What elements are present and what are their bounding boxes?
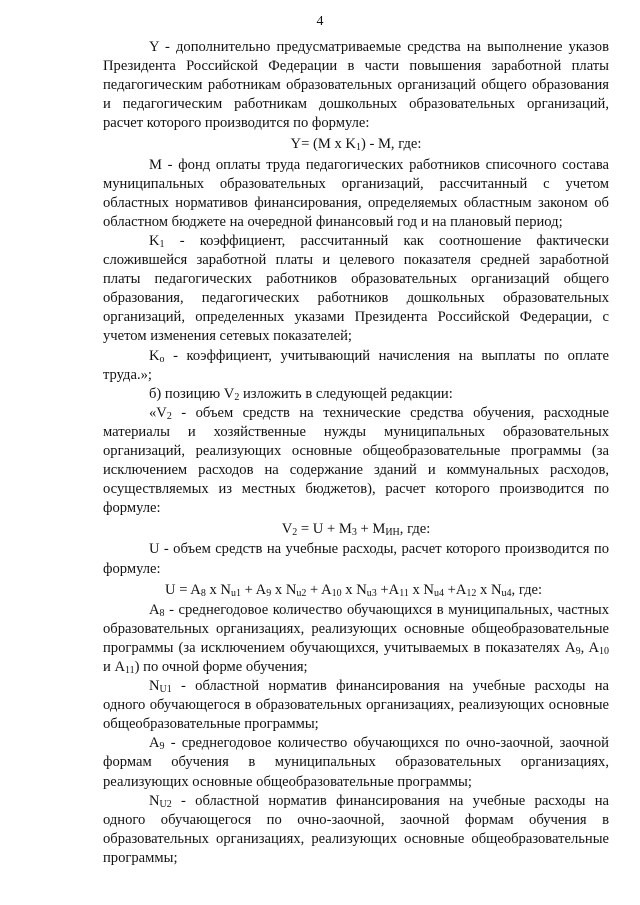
- page-number: 4: [316, 14, 324, 29]
- y-definition: Y - дополнительно предусматриваемые средства на выполнение указов Президента Российской Федерации в части повышения заработной платы педагогическим работникам образовательных организаций общего образования и педагогическим работникам дошкольных образовательных организаций, расчет которого производится по формуле:: [103, 39, 609, 132]
- item-b: б) позицию $V_2$ изложить в следующей редакции:: [149, 385, 453, 403]
- u-definition: U - объем средств на учебные расходы, расчет которого производится по формуле:: [103, 541, 609, 577]
- v2-definition: «$V_2$ - объем средств на технические средства обучения, расходные материалы и хозяйственные нужды муниципальных образовательных организаций, реализующих основные общеобразовательные программы (за исключением расходов на содержание зданий и коммунальных расходов, осуществляемых из местных бюджетов), расчет которого производится по формуле:: [103, 404, 609, 517]
- k1-definition: $K_1$ - коэффициент, рассчитанный как соотношение фактически сложившейся заработной платы и целевого показателя средней заработной платы педагогических работников образовательных организаций общего образования, педагогических работников дошкольных образовательных организаций, определенных указами Президента Российской Федерации, с учетом изменения сетевых показателей;: [103, 232, 609, 345]
- nu1-definition: $N_{U1}$ - областной норматив финансирования на учебные расходы на одного обучающегося в образовательных организациях, реализующих основные общеобразовательные программы;: [103, 678, 609, 733]
- a9-definition: $A_9$ - среднегодовое количество обучающихся по очно-заочной, заочной формам обучения в муниципальных образовательных организациях, реализующих основные общеобразовательные программы;: [103, 735, 609, 790]
- formula-u: $U = A_8$ x $N_{u1} + A_9$ x $N_{u2} + A_{10}$ x $N_{u3} +A_{11}$ x $N_{u4} +A_{12}$ x $N_{u4}$, где:: [165, 581, 543, 599]
- formula-y: Y= (M x $K_1$) - M, где:: [290, 136, 422, 154]
- formula-v2: $V_2 = U + M_3 + M_{ИН}$, где:: [281, 521, 431, 539]
- document-body: [103, 38, 609, 868]
- nu2-definition: $N_{U2}$ - областной норматив финансирования на учебные расходы на одного обучающегося по очно-заочной, заочной формам обучения в образовательных организациях, реализующих основные общеобразовательные программы;: [103, 792, 609, 866]
- a8-definition: $A_8$ - среднегодовое количество обучающихся в муниципальных, частных образовательных организациях, реализующих основные общеобразовательные программы (за исключением обучающихся, учитываемых в показателях $A_9$, $A_{10}$ и $A_{11}$) по очной форме обучения;: [103, 601, 610, 676]
- ko-definition: $K_o$ - коэффициент, учитывающий начисления на выплаты по оплате труда.»;: [103, 347, 609, 383]
- m-definition: M - фонд оплаты труда педагогических работников списочного состава муниципальных образовательных организаций, рассчитанный с учетом областных нормативов финансирования, определяемых областным законом об областном бюджете на очередной финансовый год и на плановый период;: [103, 156, 609, 230]
